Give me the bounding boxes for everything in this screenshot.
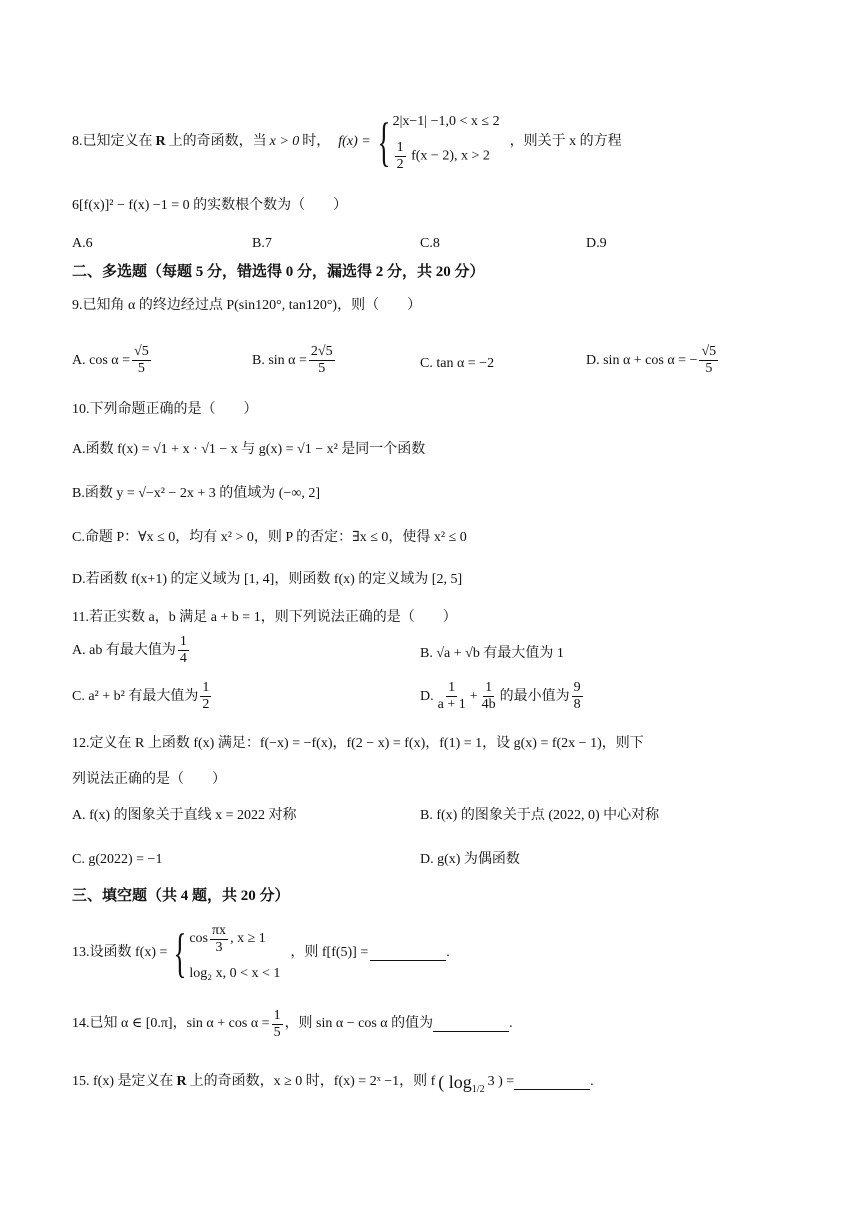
q9-option-d: [586, 344, 720, 377]
q13-case1: [189, 923, 280, 956]
q8-case2-num: 1: [396, 139, 404, 155]
q14-suffix: ，则 sin α − cos α 的值为: [284, 1016, 434, 1031]
q11-option-d: [420, 680, 585, 713]
section3-heading: 三、填空题（共 4 题，共 20 分）: [72, 888, 290, 904]
q8-cond: x > 0: [269, 134, 300, 149]
q9-a-num: √5: [134, 344, 149, 359]
q13-piecewise: [171, 923, 280, 984]
q11-a-den: 4: [179, 651, 187, 666]
q9-d-label: D. sin α + cos α = −: [586, 352, 698, 368]
q11-a-frac: [178, 634, 189, 667]
q13-cases: [189, 923, 280, 984]
q9-stem: 9.已知角 α 的终边经过点 P(sin120°, tan120°)，则（ ）: [72, 298, 422, 313]
q15-base: 1/2: [471, 1084, 485, 1095]
q15-arg: 3 ) =: [487, 1074, 515, 1089]
q11-d-frac1: [436, 680, 468, 713]
q10-option-c: C.命题 P：∀x ≤ 0，均有 x² > 0，则 P 的否定：∃x ≤ 0，使得 x² ≤ 0: [72, 530, 467, 545]
q8-R: R: [155, 134, 166, 149]
q15-line: [72, 1060, 594, 1104]
q15-mid: 上的奇函数，x ≥ 0 时，f(x) = 2ˣ −1，则 f: [189, 1074, 436, 1089]
q8-case2-frac: [395, 140, 406, 173]
q9-option-c: C. tan α = −2: [420, 356, 495, 371]
q10-option-b: B.函数 y = √−x² − 2x + 3 的值域为 (−∞, 2]: [72, 486, 321, 501]
q11-c-label: C. a² + b² 有最大值为: [72, 688, 199, 704]
q9-d-num: √5: [701, 344, 717, 359]
q8-middle: 上的奇函数，当: [168, 134, 267, 149]
q8-option-a: A.6: [72, 236, 93, 251]
q12-line1: 12.定义在 R 上函数 f(x) 满足：f(−x) = −f(x)，f(2 − x) = f(x)，f(1) = 1，设 g(x) = f(2x − 1)，则下: [72, 736, 644, 751]
q15-log: ( log: [438, 1072, 472, 1092]
q11-stem: 11.若正实数 a，b 满足 a + b = 1，则下列说法正确的是（ ）: [72, 610, 457, 625]
q9-b-num: 2√5: [310, 344, 333, 359]
q9-b-label: B. sin α =: [252, 352, 307, 368]
q15-prefix: 15. f(x) 是定义在: [72, 1074, 174, 1089]
q11-d-f3-den: 8: [573, 697, 581, 712]
q11-d-frac2: [480, 680, 498, 713]
q13-suffix: ，则 f[f(5)] =: [290, 945, 369, 960]
q12-line2: 列说法正确的是（ ）: [72, 772, 226, 787]
q8-prefix: 8.已知定义在: [72, 134, 153, 149]
q13-case1-num: πx: [211, 922, 227, 938]
q8-case1: 2|x−1| −1,0 < x ≤ 2: [392, 113, 500, 129]
q13-case1-pre: cos: [189, 931, 208, 946]
q15-end: .: [590, 1074, 594, 1089]
q9-d-frac: [699, 344, 718, 377]
q11-d-mid: 的最小值为: [499, 688, 570, 704]
q11-c-den: 2: [202, 697, 210, 712]
q12-option-d: D. g(x) 为偶函数: [420, 852, 520, 867]
q13-case2: log₂ x, 0 < x < 1: [189, 965, 281, 981]
q14-prefix: 14.已知 α ∈ [0.π]，sin α + cos α =: [72, 1016, 270, 1031]
q11-c-num: 1: [202, 680, 210, 695]
q9-option-a: [72, 344, 153, 377]
q13-case1-den: 3: [215, 939, 223, 955]
q11-a-num: 1: [179, 634, 187, 649]
q14-end: .: [509, 1016, 513, 1031]
q8-suffix: ，则关于 x 的方程: [509, 134, 622, 149]
q11-c-frac: [200, 680, 211, 713]
q14-frac: [272, 1008, 283, 1041]
q12-option-a: A. f(x) 的图象关于直线 x = 2022 对称: [72, 808, 297, 823]
q8-fx: f(x) =: [338, 134, 371, 149]
q8-cases: [393, 112, 500, 173]
q10-option-a: A.函数 f(x) = √1 + x · √1 − x 与 g(x) = √1 − x² 是同一个函数: [72, 442, 426, 457]
q9-d-den: 5: [705, 361, 713, 376]
q11-d-pre: D.: [420, 688, 434, 704]
q11-d-f2-num: 1: [485, 680, 493, 695]
q9-a-frac: [132, 344, 151, 377]
q13-prefix: 13.设函数 f(x) =: [72, 945, 168, 960]
q11-d-f2-den: 4b: [481, 697, 496, 712]
q14-answer-blank[interactable]: [433, 1017, 509, 1032]
q13-case1-frac: [210, 923, 228, 956]
q13-brace: {: [173, 923, 187, 983]
section2-heading: 二、多选题（每题 5 分，错选得 0 分，漏选得 2 分，共 20 分）: [72, 264, 485, 280]
q9-a-den: 5: [137, 361, 145, 376]
q8-piecewise: [375, 112, 500, 173]
q9-a-label: A. cos α =: [72, 352, 131, 368]
q13-answer-blank[interactable]: [370, 946, 446, 961]
q8-line1: [72, 112, 622, 172]
q14-num: 1: [273, 1007, 281, 1023]
q8-option-d: D.9: [586, 236, 607, 251]
q13-end: .: [446, 945, 450, 960]
q14-line: [72, 1004, 513, 1044]
q11-a-label: A. ab 有最大值为: [72, 642, 176, 658]
q8-case2-den: 2: [396, 156, 404, 172]
q11-option-b: B. √a + √b 有最大值为 1: [420, 646, 564, 661]
q15-R: R: [176, 1074, 187, 1089]
q13-line: [72, 918, 450, 988]
q9-b-frac: [309, 344, 335, 377]
q8-option-c: C.8: [420, 236, 440, 251]
q15-answer-blank[interactable]: [514, 1075, 590, 1090]
q8-brace: {: [377, 112, 391, 172]
q8-when: 时，: [302, 134, 331, 149]
q11-d-frac3: [572, 680, 583, 713]
q10-option-d: D.若函数 f(x+1) 的定义域为 [1, 4]，则函数 f(x) 的定义域为 [2, 5]: [72, 572, 463, 587]
q10-stem: 10.下列命题正确的是（ ）: [72, 402, 258, 417]
q11-d-f1-num: 1: [448, 680, 456, 695]
q8-line2: 6[f(x)]² − f(x) −1 = 0 的实数根个数为（ ）: [72, 198, 348, 213]
q8-case2-rest: f(x − 2), x > 2: [411, 148, 490, 164]
q11-d-plus: +: [469, 688, 478, 704]
q8-case2: [393, 140, 500, 173]
q11-d-f1-den: a + 1: [437, 697, 466, 712]
q14-den: 5: [273, 1024, 281, 1040]
q9-b-den: 5: [318, 361, 326, 376]
q12-option-b: B. f(x) 的图象关于点 (2022, 0) 中心对称: [420, 808, 660, 823]
q9-option-b: [252, 344, 337, 377]
q11-option-c: [72, 680, 213, 713]
q11-option-a: [72, 634, 191, 667]
q8-option-b: B.7: [252, 236, 272, 251]
q12-option-c: C. g(2022) = −1: [72, 852, 163, 867]
q11-d-f3-num: 9: [573, 680, 581, 695]
q13-case1-post: , x ≥ 1: [230, 931, 266, 946]
